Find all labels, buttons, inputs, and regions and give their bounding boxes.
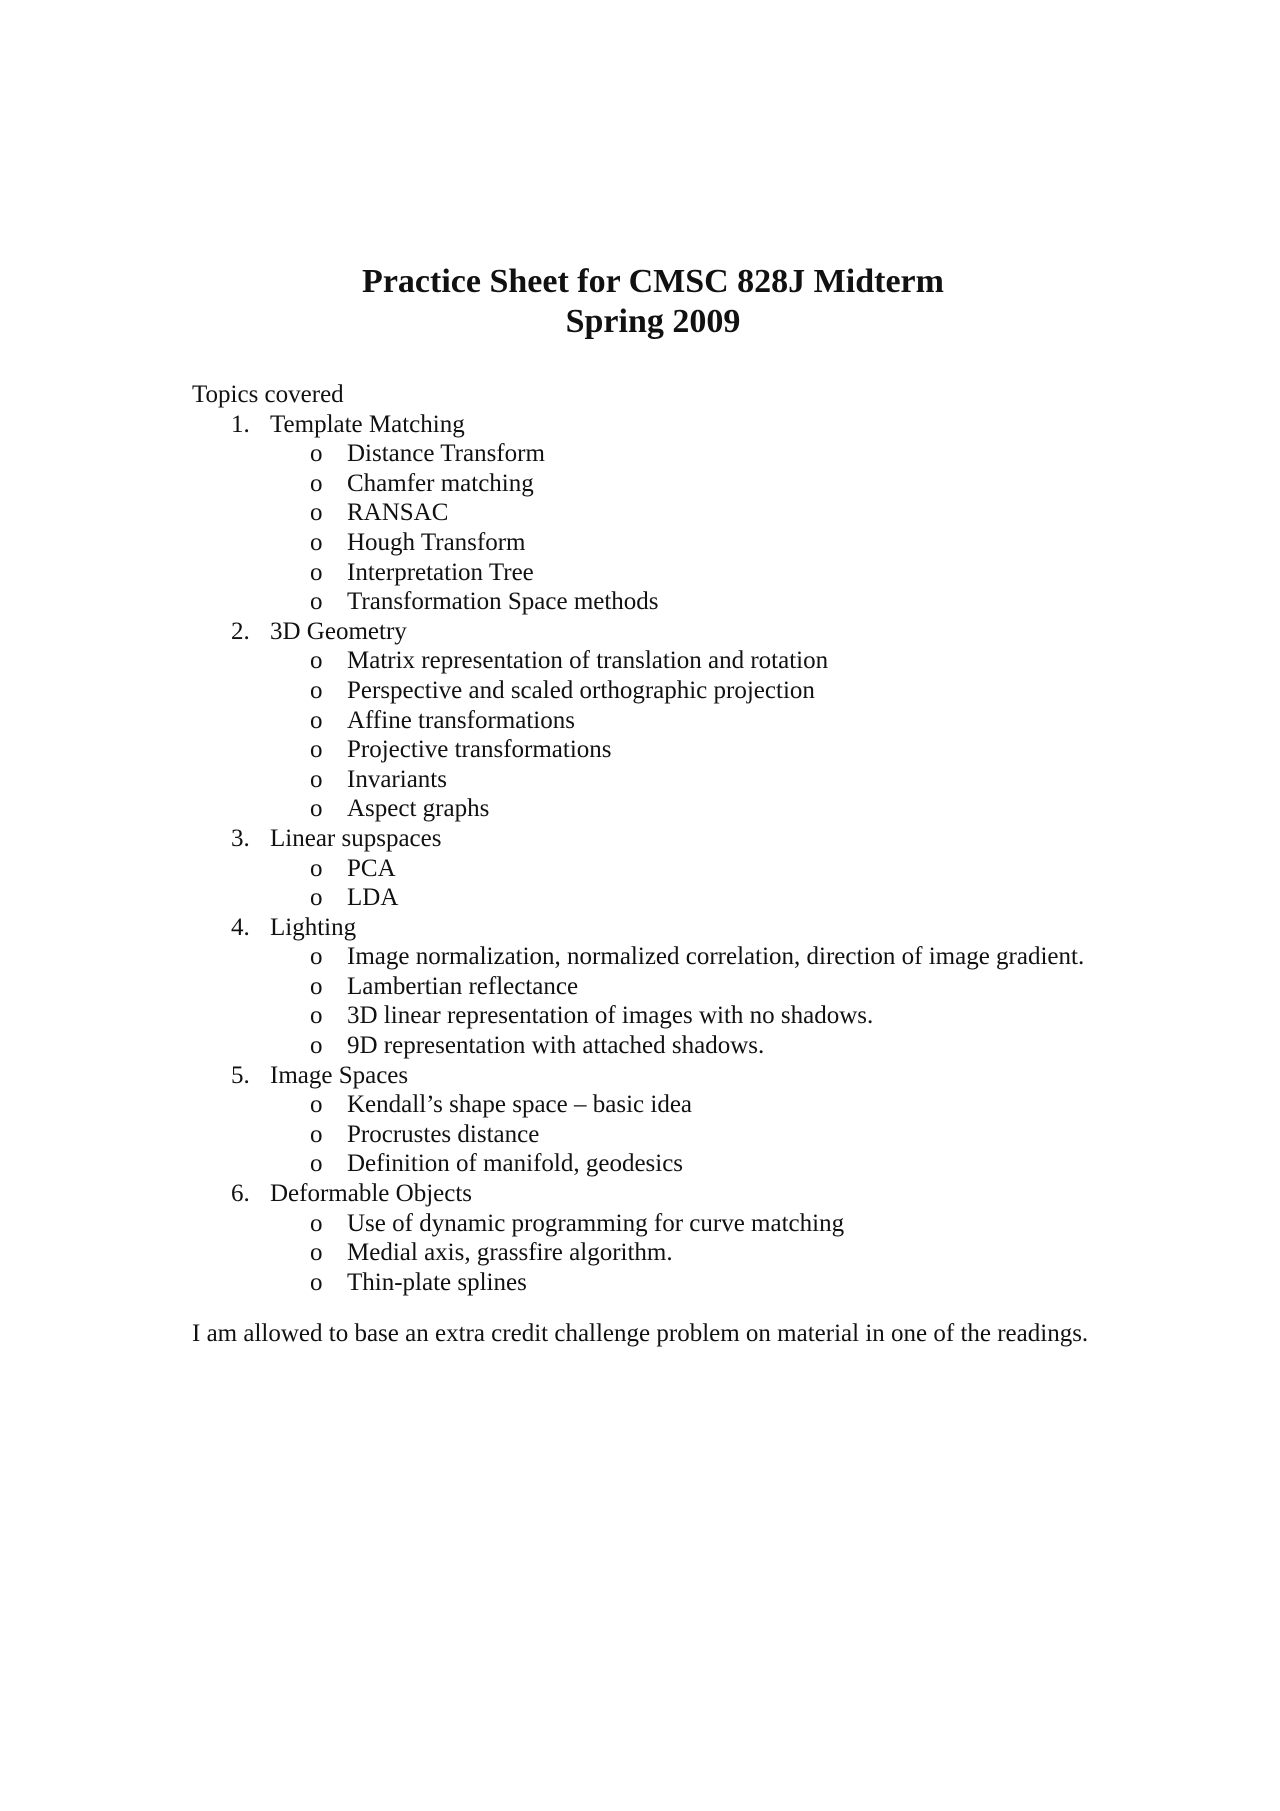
subtopic-label: Matrix representation of translation and rotation xyxy=(347,647,829,675)
document-body xyxy=(192,380,1232,1349)
topic-label: Linear supspaces xyxy=(270,824,442,852)
subtopic-item xyxy=(192,1238,1232,1268)
topic-label: Deformable Objects xyxy=(270,1180,473,1208)
subtopic-label: Interpretation Tree xyxy=(347,558,534,586)
subtopic-label: Hough Transform xyxy=(347,528,526,556)
bullet-icon: o xyxy=(310,588,323,616)
topic-list xyxy=(192,410,1232,1298)
subtopic-item xyxy=(192,1268,1232,1298)
topic-item xyxy=(192,617,1232,824)
subtopic-label: Image normalization, normalized correlation, direction of image gradient. xyxy=(347,943,1085,971)
bullet-icon: o xyxy=(310,765,323,793)
subtopic-label: PCA xyxy=(347,854,396,882)
subtopic-label: Lambertian reflectance xyxy=(347,972,579,1000)
subtopic-item xyxy=(192,469,1232,499)
subtopic-item xyxy=(192,735,1232,765)
bullet-icon: o xyxy=(310,1209,323,1237)
subtopic-item xyxy=(192,1120,1232,1150)
subtopic-label: Chamfer matching xyxy=(347,469,534,497)
topic-item xyxy=(192,913,1232,1061)
topic-number: 1. xyxy=(231,410,250,438)
topics-heading: Topics covered xyxy=(192,381,344,408)
bullet-icon: o xyxy=(310,736,323,764)
topic-label: Lighting xyxy=(270,913,357,941)
bullet-icon: o xyxy=(310,647,323,675)
topic-item xyxy=(192,410,1232,617)
subtopic-item xyxy=(192,706,1232,736)
subtopic-label: Use of dynamic programming for curve matching xyxy=(347,1209,845,1237)
bullet-icon: o xyxy=(310,795,323,823)
subtopic-item xyxy=(192,676,1232,706)
bullet-icon: o xyxy=(310,1268,323,1296)
topic-line xyxy=(192,824,1232,854)
topic-label: Template Matching xyxy=(270,410,465,438)
subtopic-label: RANSAC xyxy=(347,499,449,527)
bullet-icon: o xyxy=(310,1032,323,1060)
subtopic-item xyxy=(192,972,1232,1002)
title-line-1: Practice Sheet for CMSC 828J Midterm xyxy=(362,263,944,300)
subtopic-item xyxy=(192,942,1232,972)
subtopic-label: Kendall’s shape space – basic idea xyxy=(347,1091,693,1119)
bullet-icon: o xyxy=(310,854,323,882)
bullet-icon: o xyxy=(310,943,323,971)
topic-number: 6. xyxy=(231,1180,250,1208)
bullet-icon: o xyxy=(310,884,323,912)
topic-line xyxy=(192,1061,1232,1091)
title-line-2: Spring 2009 xyxy=(565,303,741,340)
bullet-icon: o xyxy=(310,706,323,734)
bullet-icon: o xyxy=(310,499,323,527)
subtopic-item xyxy=(192,883,1232,913)
bullet-icon: o xyxy=(310,469,323,497)
subtopic-item xyxy=(192,1149,1232,1179)
subtopic-item xyxy=(192,794,1232,824)
subtopic-label: 3D linear representation of images with no shadows. xyxy=(347,1002,874,1030)
subtopic-item xyxy=(192,1209,1232,1239)
subtopic-item xyxy=(192,1090,1232,1120)
bullet-icon: o xyxy=(310,1120,323,1148)
bullet-icon: o xyxy=(310,528,323,556)
subtopic-label: Transformation Space methods xyxy=(347,588,659,616)
subtopic-item xyxy=(192,528,1232,558)
bullet-icon: o xyxy=(310,1002,323,1030)
bullet-icon: o xyxy=(310,676,323,704)
topic-label: 3D Geometry xyxy=(270,617,407,645)
topic-item xyxy=(192,824,1232,913)
subtopic-item xyxy=(192,587,1232,617)
subtopic-label: Projective transformations xyxy=(347,736,612,764)
topic-number: 4. xyxy=(231,913,250,941)
subtopic-item xyxy=(192,558,1232,588)
subtopic-label: Definition of manifold, geodesics xyxy=(347,1150,684,1178)
document-title xyxy=(0,262,1280,342)
subtopic-item xyxy=(192,498,1232,528)
subtopic-label: Distance Transform xyxy=(347,440,545,468)
subtopic-item xyxy=(192,1001,1232,1031)
bullet-icon: o xyxy=(310,440,323,468)
subtopic-item xyxy=(192,765,1232,795)
topic-label: Image Spaces xyxy=(270,1061,409,1089)
topic-line xyxy=(192,1179,1232,1209)
topic-line xyxy=(192,617,1232,647)
topic-item xyxy=(192,1179,1232,1297)
subtopic-item xyxy=(192,854,1232,884)
subtopic-label: Invariants xyxy=(347,765,447,793)
topic-number: 2. xyxy=(231,617,250,645)
topic-line xyxy=(192,913,1232,943)
bullet-icon: o xyxy=(310,558,323,586)
topic-item xyxy=(192,1061,1232,1179)
subtopic-label: Perspective and scaled orthographic projection xyxy=(347,676,815,704)
subtopic-label: Procrustes distance xyxy=(347,1120,540,1148)
subtopic-label: Medial axis, grassfire algorithm. xyxy=(347,1239,673,1267)
footer-note: I am allowed to base an extra credit challenge problem on material in one of the readings. xyxy=(192,1320,1089,1348)
subtopic-label: LDA xyxy=(347,884,399,912)
bullet-icon: o xyxy=(310,1239,323,1267)
topic-number: 5. xyxy=(231,1061,250,1089)
subtopic-label: Aspect graphs xyxy=(347,795,490,823)
subtopic-item xyxy=(192,1031,1232,1061)
bullet-icon: o xyxy=(310,1150,323,1178)
topic-line xyxy=(192,410,1232,440)
bullet-icon: o xyxy=(310,1091,323,1119)
bullet-icon: o xyxy=(310,972,323,1000)
subtopic-item xyxy=(192,646,1232,676)
subtopic-label: 9D representation with attached shadows. xyxy=(347,1032,765,1060)
topic-number: 3. xyxy=(231,824,250,852)
subtopic-label: Affine transformations xyxy=(347,706,575,734)
subtopic-item xyxy=(192,439,1232,469)
subtopic-label: Thin-plate splines xyxy=(347,1268,527,1296)
